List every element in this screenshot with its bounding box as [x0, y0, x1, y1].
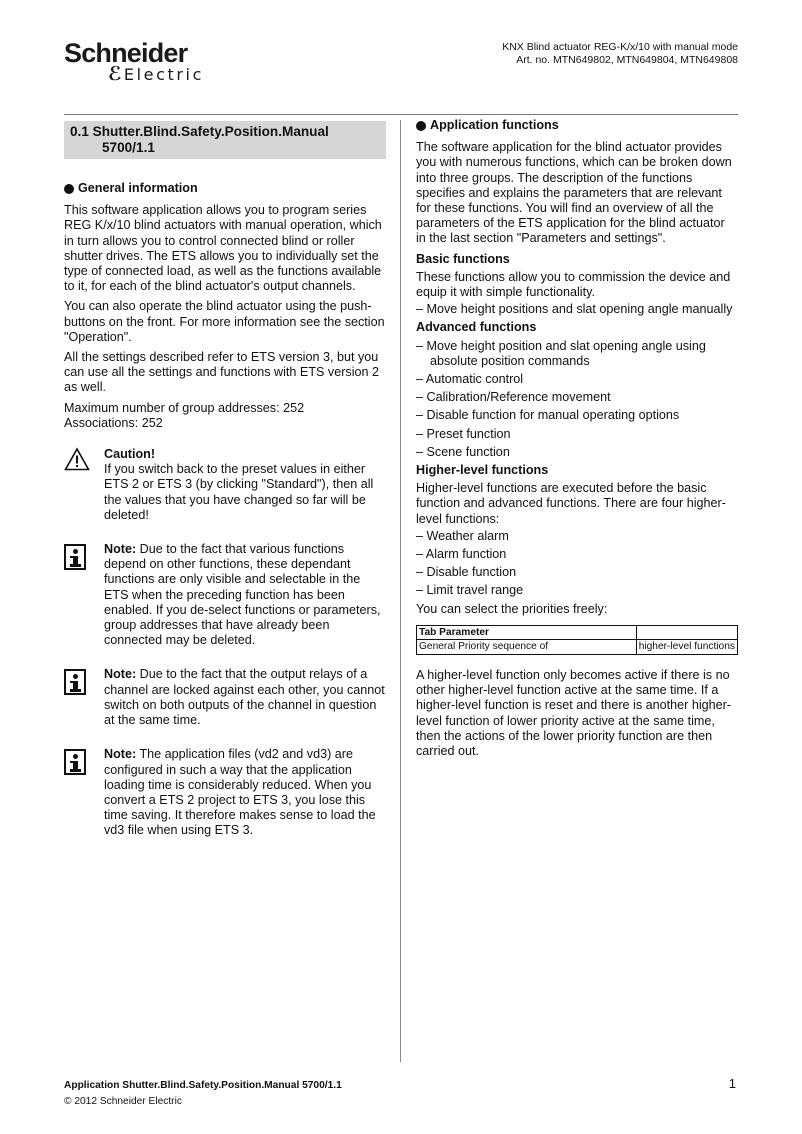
list-item: – Scene function	[416, 444, 510, 459]
note-label: Note:	[104, 667, 137, 682]
list-item: – Move height positions and slat opening angle manually	[416, 302, 733, 317]
note-text-block	[104, 542, 386, 648]
associations-count: Associations: 252	[64, 415, 163, 430]
heading-text: Application functions	[430, 118, 559, 132]
left-column	[64, 121, 386, 839]
parameter-table	[416, 625, 738, 655]
bullet-icon	[416, 121, 426, 131]
list-item: – Weather alarm	[416, 528, 509, 543]
note-icon-wrap	[64, 542, 104, 648]
basic-functions-heading: Basic functions	[416, 251, 510, 266]
schneider-electric-logo	[64, 40, 214, 84]
page-title-line2: 5700/1.1	[102, 140, 155, 155]
page-title-line1: 0.1 Shutter.Blind.Safety.Position.Manual	[70, 124, 329, 139]
note-label: Note:	[104, 542, 137, 557]
warning-triangle-icon	[64, 447, 90, 471]
logo-wordmark-schneider: Schneider	[64, 38, 188, 68]
note-dependencies	[64, 542, 386, 648]
closing-paragraph: A higher-level function only becomes active if there is no other higher-level function active at the same time. If a higher-level function is reset and there is another higher-level function of lower priority active at the same time, then the actions of the lower priority function are then carried out.	[416, 667, 732, 758]
footer-doc-title: Application Shutter.Blind.Safety.Position.Manual 5700/1.1	[64, 1080, 342, 1091]
note-text: The application files (vd2 and vd3) are configured in such a way that the application loading time is considerably reduced. When you convert a ETS 2 project to ETS 3, you lose this time saving. It therefore makes sense to load the vd3 file when using ETS 3.	[104, 747, 376, 838]
list-item: – Move height position and slat opening angle using absolute position commands	[416, 338, 706, 368]
note-text-block	[104, 747, 386, 838]
info-icon	[64, 544, 86, 570]
caution-title: Caution!	[104, 447, 156, 462]
footer-copyright: © 2012 Schneider Electric	[64, 1096, 182, 1107]
intro-paragraph: The software application for the blind actuator provides you with numerous functions, which can be broken down into three groups. The description of the functions specifies and explains the parameters that are relevant for these functions. You will find an overview of all the parameters of the ETS application for the blind actuator in the last section "Parameters and settings".	[416, 140, 732, 246]
paragraph: All the settings described refer to ETS version 3, but you can use all the settings and functions with ETS version 2 as well.	[64, 350, 380, 395]
note-application-files	[64, 747, 386, 838]
list-item: – Limit travel range	[416, 583, 524, 598]
logo-wordmark-electric: Electric	[123, 65, 204, 84]
info-icon	[64, 669, 86, 695]
note-output-relays	[64, 667, 386, 728]
table-cell: higher-level functions	[636, 640, 737, 655]
note-text-block	[104, 667, 386, 728]
higher-level-functions-heading: Higher-level functions	[416, 463, 549, 478]
caution-icon-wrap	[64, 447, 104, 523]
table-row	[417, 640, 738, 655]
paragraph: This software application allows you to program series REG K/x/10 blind actuators with manual operation, which in turn allows you to control connected blind or roller shutter drives. The ETS allows you to individually set the type of connected load, as well as the functions available to it, for each of the blind actuator's output channels.	[64, 203, 382, 294]
table-header	[636, 625, 737, 640]
logo-symbol-icon: ℰ	[108, 64, 122, 85]
table-header-row	[417, 625, 738, 640]
page-footer	[64, 1078, 342, 1110]
list-item: – Preset function	[416, 426, 511, 441]
paragraph: You can also operate the blind actuator using the push-buttons on the front. For more information see the section "Operation".	[64, 299, 385, 344]
bullet-icon	[64, 184, 74, 194]
list-item: – Alarm function	[416, 547, 507, 562]
page-title	[64, 121, 386, 159]
caution-text-block	[104, 447, 386, 523]
header-divider	[64, 114, 738, 115]
list-item: – Disable function	[416, 565, 517, 580]
right-column	[416, 118, 738, 764]
product-line: KNX Blind actuator REG-K/x/10 with manual mode	[502, 41, 738, 53]
application-functions-heading	[416, 118, 738, 133]
info-icon	[64, 749, 86, 775]
note-icon-wrap	[64, 667, 104, 728]
caution-notice	[64, 447, 386, 523]
priorities-text: You can select the priorities freely:	[416, 601, 608, 616]
column-divider	[400, 120, 401, 1062]
page-number: 1	[728, 1076, 736, 1091]
basic-functions-text: These functions allow you to commission the device and equip it with simple functionality.	[416, 269, 731, 300]
table-header: Tab Parameter	[417, 625, 637, 640]
advanced-functions-heading: Advanced functions	[416, 320, 537, 335]
note-icon-wrap	[64, 747, 104, 838]
note-text: Due to the fact that various functions depend on other functions, these dependant functions are only visible and selectable in the ETS when the preceding function has been enabled. If you de-select functions or parameters, group addresses that have already been connected may be deleted.	[104, 542, 381, 648]
logo-bottom-row	[108, 66, 214, 84]
list-item: – Calibration/Reference movement	[416, 390, 611, 405]
heading-text: General information	[78, 181, 198, 195]
higher-level-text: Higher-level functions are executed before the basic function and advanced functions. There are four higher-level functions:	[416, 481, 726, 526]
general-information-heading	[64, 181, 386, 196]
caution-text: If you switch back to the preset values in either ETS 2 or ETS 3 (by clicking "Standard"), then all the values that you have changed so far will be deleted!	[104, 462, 374, 522]
note-text: Due to the fact that the output relays of a channel are locked against each other, you cannot switch on both outputs of the channel in question at the same time.	[104, 667, 385, 728]
list-item: – Disable function for manual operating options	[416, 408, 680, 423]
list-item: – Automatic control	[416, 372, 524, 387]
article-numbers: Art. no. MTN649802, MTN649804, MTN649808	[516, 54, 738, 66]
table-cell: General Priority sequence of	[417, 640, 637, 655]
max-group-addresses: Maximum number of group addresses: 252	[64, 400, 305, 415]
note-label: Note:	[104, 747, 137, 762]
document-header-info	[502, 41, 738, 67]
